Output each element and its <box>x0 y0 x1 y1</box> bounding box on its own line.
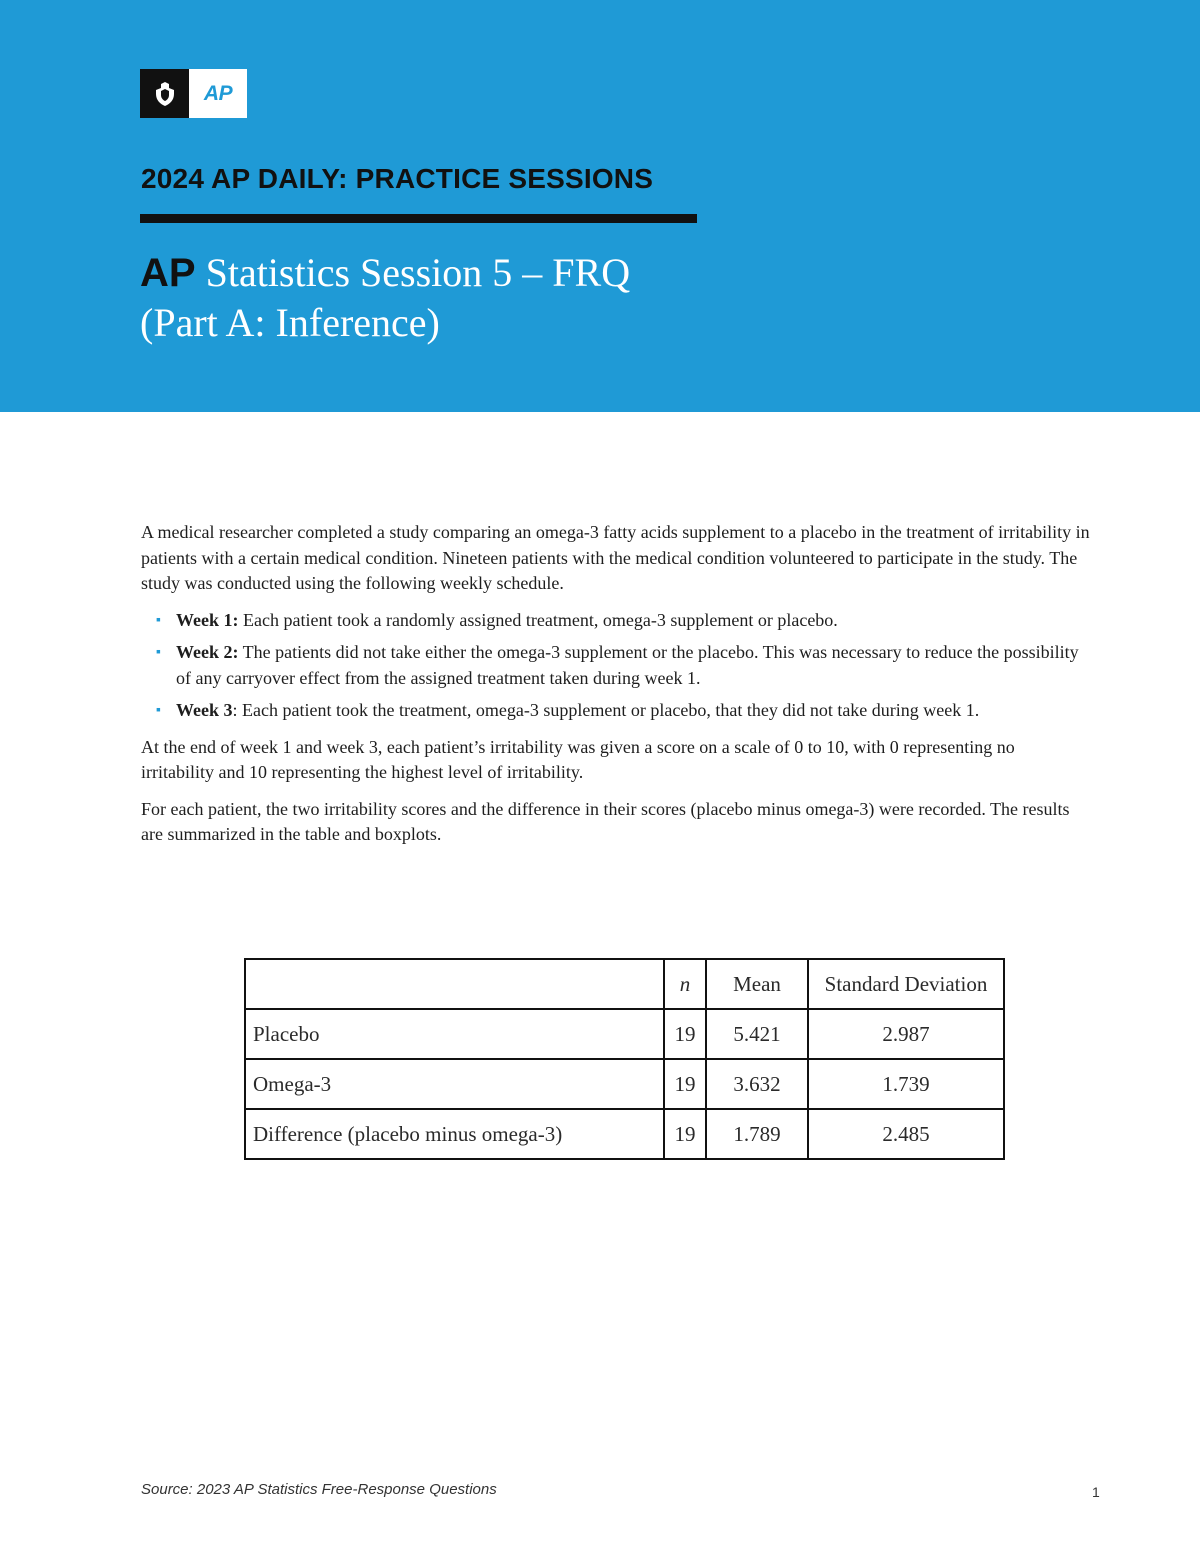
summary-paragraph: For each patient, the two irritability scores and the difference in their scores (placebo minus omega-3) were recorded. The results are summarized in the table and boxplots. <box>141 798 1070 844</box>
scoring-paragraph: At the end of week 1 and week 3, each patient’s irritability was given a score on a scale of 0 to 10, with 0 representing no irritability and 10 representing the highest level of irritability. <box>141 736 1015 782</box>
cell-n: 19 <box>664 1109 706 1159</box>
page-number: 1 <box>1092 1484 1100 1500</box>
intro-paragraph: A medical researcher completed a study comparing an omega-3 fatty acids supplement to a placebo in the treatment of irritability in patients with a certain medical condition. Nineteen patients with the medical condition volunteered to participate in the study. The study was conducted using the following weekly schedule. <box>141 522 1090 593</box>
bullet-text: The patients did not take either the omega-3 supplement or the placebo. This was necessary to reduce the possibility of any carryover effect from the assigned treatment taken during week 1. <box>176 642 1079 688</box>
bullet-label: Week 2: <box>176 642 239 662</box>
heading-rule <box>140 214 697 223</box>
ap-logo <box>140 69 247 118</box>
eyebrow-heading: 2024 AP DAILY: PRACTICE SESSIONS <box>141 163 654 194</box>
title-ap: AP <box>140 251 196 295</box>
bullet-label: Week 3 <box>176 700 233 720</box>
table-header-row <box>245 959 1004 1009</box>
square-bullet-icon: ▪ <box>156 612 161 628</box>
table-row <box>245 1059 1004 1109</box>
cell-sd: 1.739 <box>808 1059 1004 1109</box>
cell-sd: 2.987 <box>808 1009 1004 1059</box>
summary-table <box>244 958 1005 1160</box>
acorn-icon <box>140 69 189 118</box>
list-item <box>141 640 1091 691</box>
summary-table-wrap <box>244 958 1005 1160</box>
cell-mean: 1.789 <box>706 1109 808 1159</box>
square-bullet-icon: ▪ <box>156 645 161 660</box>
schedule-list <box>141 608 1091 724</box>
row-label: Difference (placebo minus omega-3) <box>245 1109 664 1159</box>
list-item <box>141 608 1091 634</box>
page-title <box>140 248 630 348</box>
title-subtitle: (Part A: Inference) <box>140 300 440 345</box>
bullet-label: Week 1: <box>176 609 239 630</box>
header-cell-mean: Mean <box>706 959 808 1009</box>
row-label: Placebo <box>245 1009 664 1059</box>
source-note: Source: 2023 AP Statistics Free-Response Questions <box>141 1481 497 1498</box>
cell-n: 19 <box>664 1059 706 1109</box>
header-cell <box>245 959 664 1009</box>
table-row <box>245 1109 1004 1159</box>
cell-sd: 2.485 <box>808 1109 1004 1159</box>
bullet-text: Each patient took a randomly assigned treatment, omega-3 supplement or placebo. <box>238 609 838 630</box>
table-row <box>245 1009 1004 1059</box>
list-item <box>141 698 1091 724</box>
square-bullet-icon: ▪ <box>156 703 161 718</box>
header-cell-n: n <box>664 959 706 1009</box>
bullet-text: : Each patient took the treatment, omega-3 supplement or placebo, that they did not take during week 1. <box>232 700 980 720</box>
question-body <box>141 520 1091 859</box>
ap-logo-text: AP <box>189 69 247 118</box>
cell-n: 19 <box>664 1009 706 1059</box>
row-label: Omega-3 <box>245 1059 664 1109</box>
title-main: Statistics Session 5 – FRQ <box>195 250 631 295</box>
header-banner <box>0 0 1200 412</box>
cell-mean: 5.421 <box>706 1009 808 1059</box>
header-cell-sd: Standard Deviation <box>808 959 1004 1009</box>
cell-mean: 3.632 <box>706 1059 808 1109</box>
